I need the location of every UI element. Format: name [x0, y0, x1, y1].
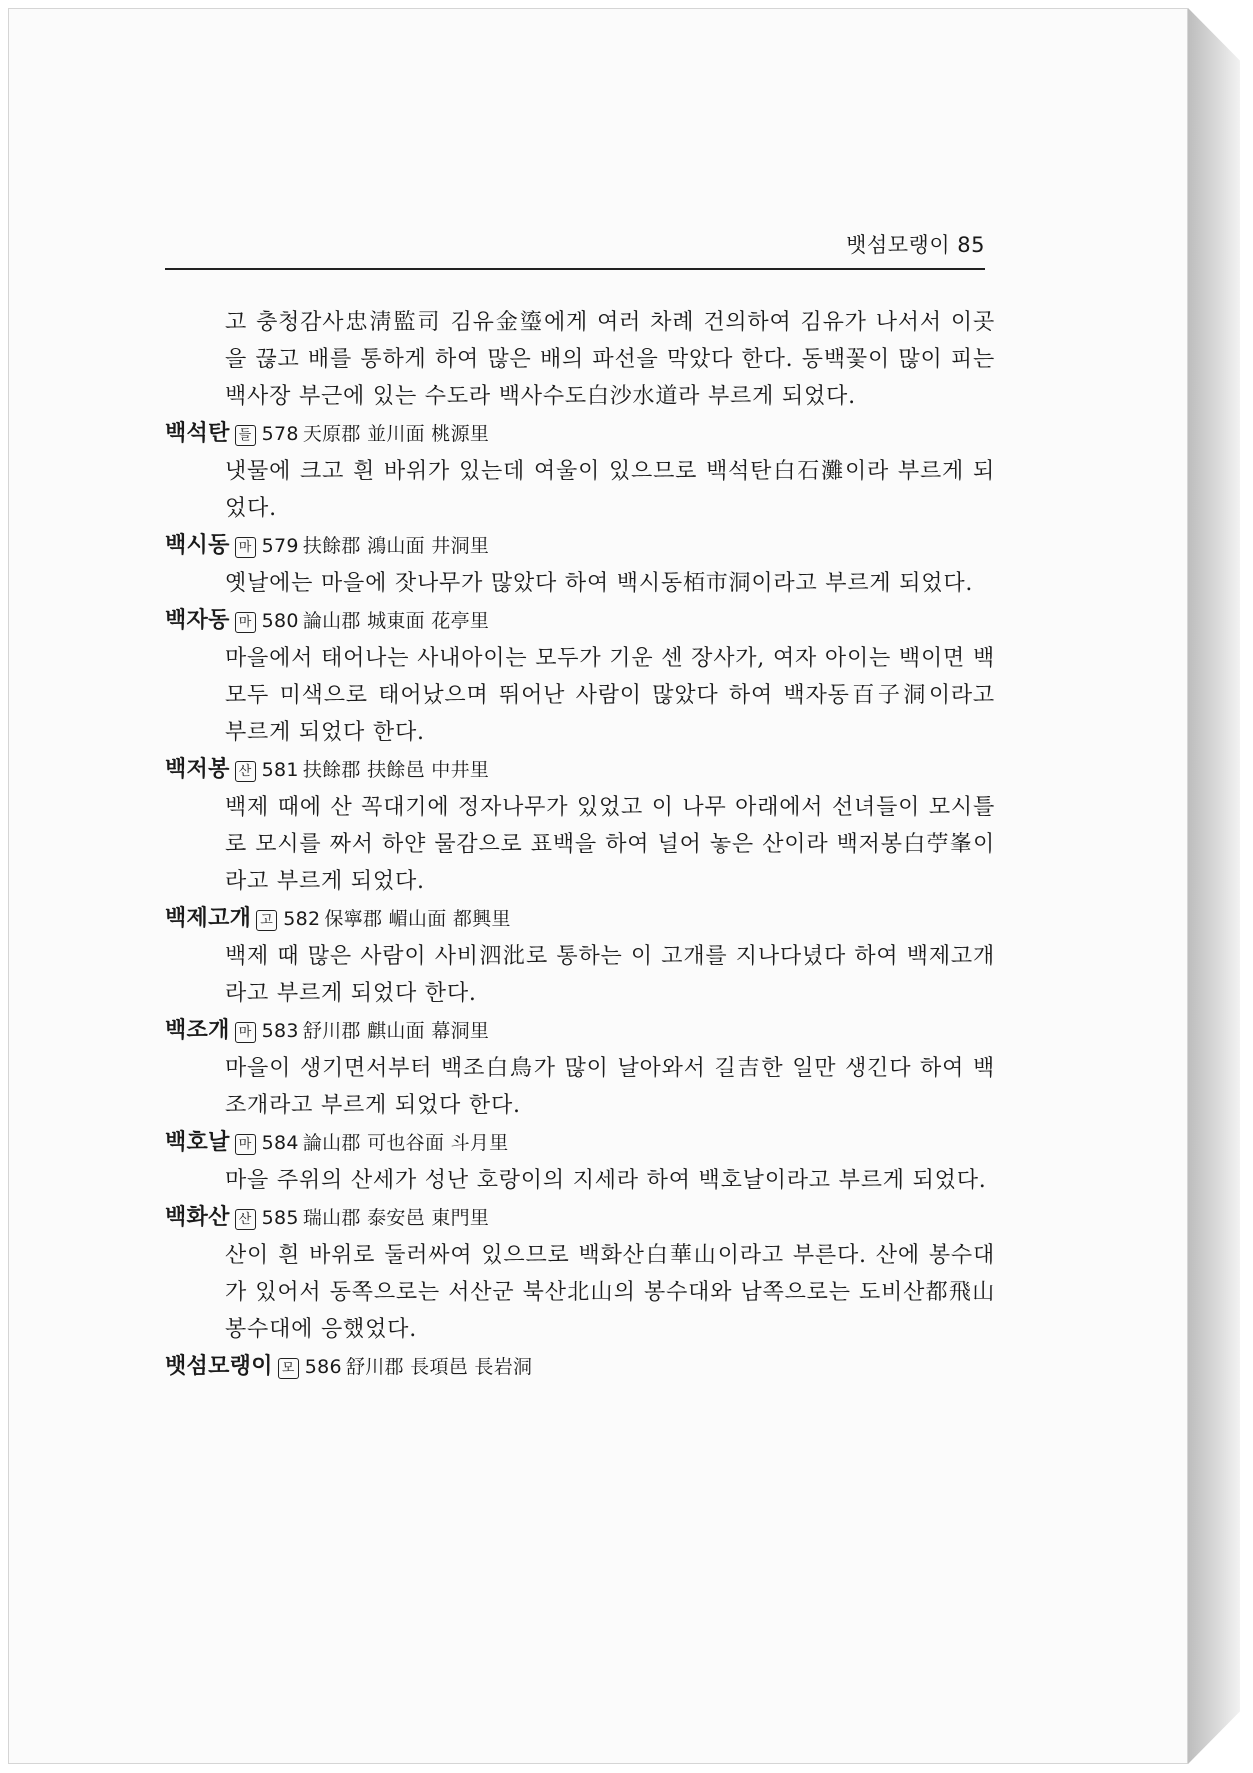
entry-type-badge: 마 — [235, 1134, 256, 1155]
entry-number: 582 — [283, 908, 321, 930]
entry-location: 瑞山郡 泰安邑 東門里 — [302, 1207, 490, 1229]
entry-type-badge: 들 — [235, 425, 256, 446]
entry-number: 579 — [261, 535, 299, 557]
entry — [165, 1124, 995, 1199]
entry-heading — [165, 1348, 995, 1386]
entry — [165, 1199, 995, 1348]
entry-name: 백화산 — [165, 1205, 230, 1230]
entry-type-badge: 모 — [278, 1358, 299, 1379]
entry-location: 舒川郡 長項邑 長岩洞 — [345, 1356, 533, 1378]
entry — [165, 1348, 995, 1386]
entry-number: 581 — [261, 759, 299, 781]
entry-name: 백호날 — [165, 1130, 230, 1155]
entry-heading — [165, 1124, 995, 1162]
entry-number: 583 — [261, 1020, 299, 1042]
page-edge-shadow — [1188, 8, 1240, 1764]
entry-type-badge: 산 — [235, 1209, 256, 1230]
entry-name: 백자동 — [165, 608, 230, 633]
entry-heading — [165, 751, 995, 789]
entry-text: 냇물에 크고 흰 바위가 있는데 여울이 있으므로 백석탄白石灘이라 부르게 되었다. — [225, 459, 995, 521]
entry-heading — [165, 415, 995, 453]
entry-location: 扶餘郡 鴻山面 井洞里 — [302, 535, 490, 557]
entry-heading — [165, 900, 995, 938]
entry-location: 天原郡 並川面 桃源里 — [302, 423, 490, 445]
page-content — [165, 304, 995, 1386]
entry-heading — [165, 602, 995, 640]
entry-number: 586 — [304, 1356, 342, 1378]
entry-type-badge: 마 — [235, 1022, 256, 1043]
entry-name: 백석탄 — [165, 421, 230, 446]
entry-number: 584 — [261, 1132, 299, 1154]
entry — [165, 1012, 995, 1124]
entry-text: 백제 때 많은 사람이 사비泗沘로 통하는 이 고개를 지나다녔다 하여 백제고개라고 부르게 되었다 한다. — [225, 944, 995, 1006]
entry-heading — [165, 1199, 995, 1237]
entry-number: 585 — [261, 1207, 299, 1229]
entry-type-badge: 마 — [235, 612, 256, 633]
entry-text: 마을에서 태어나는 사내아이는 모두가 기운 센 장사가, 여자 아이는 백이면 백 모두 미색으로 태어났으며 뛰어난 사람이 많았다 하여 백자동百子洞이라고 부르게 되었다 한다. — [225, 646, 995, 745]
entry-name: 백저봉 — [165, 757, 230, 782]
entry-text: 마을 주위의 산세가 성난 호랑이의 지세라 하여 백호날이라고 부르게 되었다. — [225, 1168, 987, 1193]
entry — [165, 900, 995, 1012]
entry-location: 論山郡 可也谷面 斗月里 — [302, 1132, 509, 1154]
entry — [165, 415, 995, 527]
entry-name: 백제고개 — [165, 906, 252, 931]
entry-name: 백조개 — [165, 1018, 230, 1043]
entry — [165, 602, 995, 751]
entry-text: 옛날에는 마을에 잣나무가 많았다 하여 백시동栢市洞이라고 부르게 되었다. — [225, 571, 974, 596]
entry — [165, 527, 995, 602]
entry-name: 뱃섬모랭이 — [165, 1354, 273, 1379]
entry-name: 백시동 — [165, 533, 230, 558]
entry-location: 論山郡 城東面 花亭里 — [302, 610, 490, 632]
entry-type-badge: 고 — [256, 910, 277, 931]
entry-type-badge: 산 — [235, 761, 256, 782]
entry-text: 산이 흰 바위로 둘러싸여 있으므로 백화산白華山이라고 부른다. 산에 봉수대가 있어서 동쪽으로는 서산군 북산北山의 봉수대와 남쪽으로는 도비산都飛山 봉수대에 응했었다. — [225, 1243, 995, 1342]
entry-number: 580 — [261, 610, 299, 632]
entry-text: 마을이 생기면서부터 백조白鳥가 많이 날아와서 길吉한 일만 생긴다 하여 백조개라고 부르게 되었다 한다. — [225, 1056, 995, 1118]
entry-location: 扶餘郡 扶餘邑 中井里 — [302, 759, 490, 781]
continuation-paragraph: 고 충청감사忠淸監司 김유金瑬에게 여러 차례 건의하여 김유가 나서서 이곳을 끊고 배를 통하게 하여 많은 배의 파선을 막았다 한다. 동백꽃이 많이 피는 백사장 부근에 있는 수도라 백사수도白沙水道라 부르게 되었다. — [225, 310, 995, 409]
running-header — [165, 228, 985, 270]
entry-location: 保寧郡 嵋山面 都興里 — [324, 908, 511, 930]
entry-type-badge: 마 — [235, 537, 256, 558]
entry-heading — [165, 1012, 995, 1050]
entry-heading — [165, 527, 995, 565]
running-header-text: 뱃섬모랭이 85 — [846, 233, 985, 257]
entry-number: 578 — [261, 423, 299, 445]
entry-location: 舒川郡 麒山面 幕洞里 — [302, 1020, 490, 1042]
entry — [165, 751, 995, 900]
entry-text: 백제 때에 산 꼭대기에 정자나무가 있었고 이 나무 아래에서 선녀들이 모시틀로 모시를 짜서 하얀 물감으로 표백을 하여 널어 놓은 산이라 백저봉白苧峯이라고 부르게 되었다. — [225, 795, 995, 894]
